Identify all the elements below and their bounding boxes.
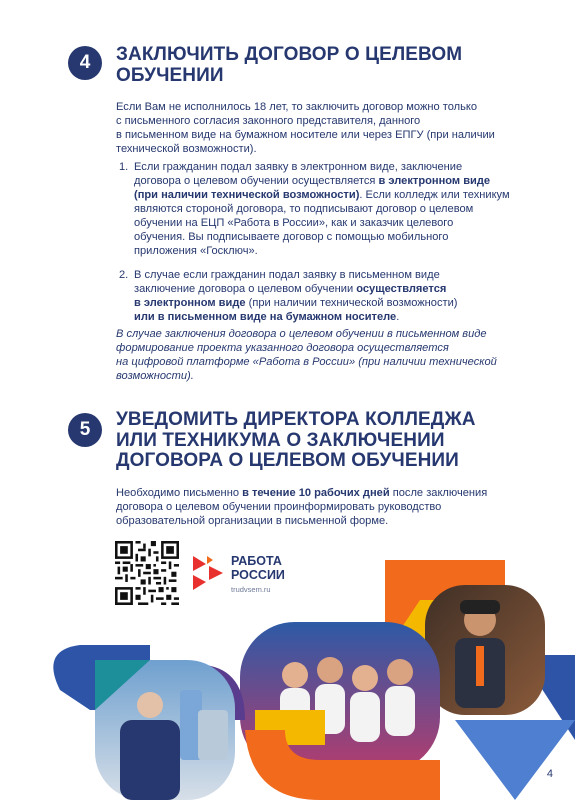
logo-url: trudvsem.ru — [231, 585, 271, 594]
logo-line-1: РАБОТА — [231, 554, 282, 568]
step-5-number: 5 — [68, 413, 102, 447]
step-4-note: В случае заключения договора о целевом обучении в письменном виде формирование проекта указанного договора осуществляется на цифровой платформе «Работа в России» (при наличии технической возможности). — [116, 328, 497, 383]
list-item: 2. В случае если гражданин подал заявку в письменном виде заключение договора о целевом обучении осуществляется в электронном виде (при наличии технической возможности) или в письменном виде на бумажном носителе. — [119, 268, 458, 323]
step-4-list — [119, 160, 539, 324]
step-4-title: ЗАКЛЮЧИТЬ ДОГОВОР О ЦЕЛЕВОМ ОБУЧЕНИИ — [116, 44, 463, 86]
step-4-intro: Если Вам не исполнилось 18 лет, то заключить договор можно только с письменного согласия законного представителя, данного в письменном виде на бумажном носителе или через ЕПГУ (при наличии технической возможности). — [116, 101, 495, 156]
step-4-number: 4 — [68, 46, 102, 80]
list-item: 1. Если гражданин подал заявку в электронном виде, заключение договора о целевом обучении осуществляется в электронном виде (при наличии технической возможности). Если колледж или техникум являются стороной договора, то подписывают договор о целевом обучении на ЕЦП «Работа в России», как и заказчик целевого обучения. Вы подписываете договор с помощью мобильного приложения «Госключ». — [119, 161, 510, 258]
logo-line-2: РОССИИ — [231, 567, 285, 582]
step-5-title: УВЕДОМИТЬ ДИРЕКТОРА КОЛЛЕДЖА ИЛИ ТЕХНИКУМА О ЗАКЛЮЧЕНИИ ДОГОВОРА О ЦЕЛЕВОМ ОБУЧЕНИИ — [116, 409, 476, 472]
page-number: 4 — [546, 768, 553, 780]
photo-collage — [0, 560, 575, 800]
step-5-text: Необходимо письменно в течение 10 рабочих дней после заключения договора о целевом обучении проинформировать руководство образовательной организации в письменной форме. — [116, 487, 488, 528]
